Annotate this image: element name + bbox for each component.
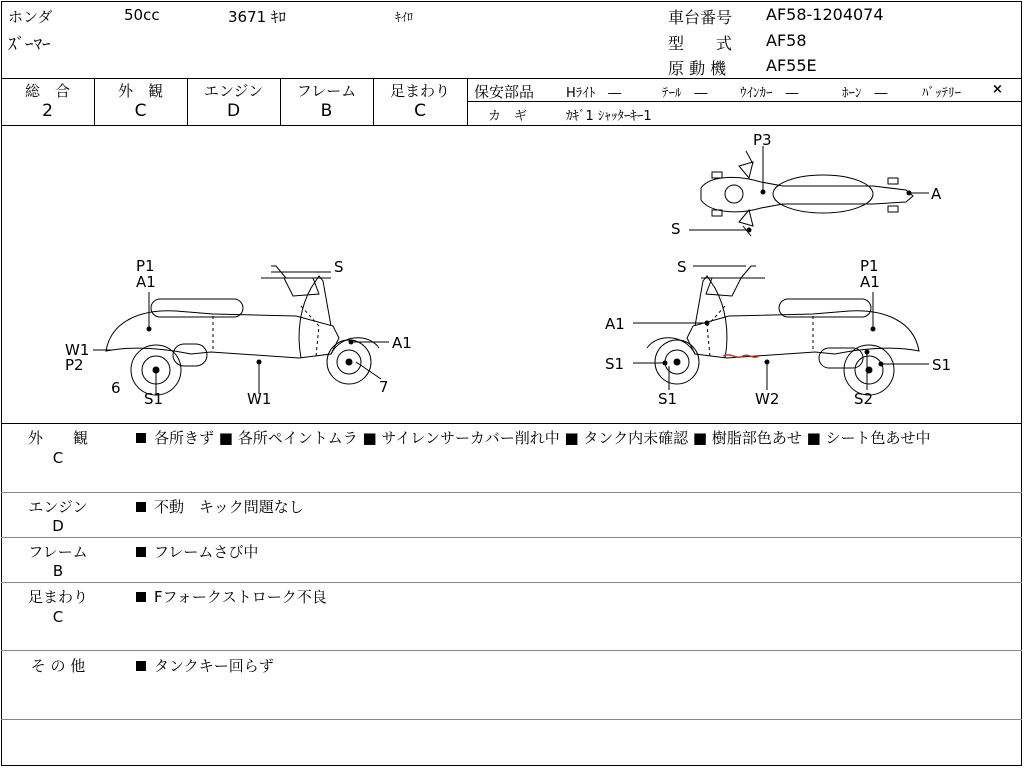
model-name: ｽﾞｰﾏｰ bbox=[8, 35, 51, 55]
details-top bbox=[1, 423, 1022, 424]
bullet-icon bbox=[136, 433, 146, 443]
bullet-icon bbox=[136, 592, 146, 602]
safety-battery: ﾊﾞｯﾃﾘｰ bbox=[922, 86, 961, 101]
detail-grade-exterior: C bbox=[52, 449, 64, 467]
safety-winker: ｳｲﾝｶｰ ― bbox=[740, 86, 799, 101]
bullet-icon bbox=[136, 502, 146, 512]
damage-diagram bbox=[1, 126, 1022, 424]
label-right-s1-left: S1 bbox=[605, 355, 625, 373]
label-left-a1-right: A1 bbox=[392, 334, 412, 352]
safety-headlight: Hﾗｲﾄ ― bbox=[566, 86, 622, 101]
label-right-p1: P1 bbox=[860, 257, 879, 275]
grade-label-total: 総 合 bbox=[24, 82, 70, 100]
key-label: カ ギ bbox=[488, 109, 528, 124]
engine-label: 原 動 機 bbox=[668, 59, 727, 78]
label-right-s2: S2 bbox=[854, 390, 874, 408]
grade-value-total: 2 bbox=[42, 101, 53, 121]
label-right-s1-right: S1 bbox=[932, 356, 952, 374]
detail-label-exterior: 外 観 bbox=[27, 429, 88, 447]
detail-text-frame: フレームさび中 bbox=[136, 541, 1016, 563]
detail-grade-frame: B bbox=[52, 562, 64, 580]
label-s-top: S bbox=[671, 220, 681, 238]
grade-label-engine: エンジン bbox=[203, 82, 264, 100]
model-type-label: 型 式 bbox=[668, 34, 733, 53]
key-value: ｶｷﾞ1 ｼｬｯﾀｰｷｰ1 bbox=[566, 109, 652, 124]
grade-value-exterior: C bbox=[134, 101, 147, 121]
engine-model: AF55E bbox=[766, 56, 817, 75]
detail-text-other: タンクキー回らず bbox=[136, 655, 1016, 677]
label-right-a1: A1 bbox=[605, 315, 625, 333]
detail-label-suspension: 足まわり bbox=[27, 588, 88, 606]
detail-label-engine: エンジン bbox=[28, 498, 88, 516]
detail-grade-suspension: C bbox=[52, 608, 64, 626]
mileage-unit: ｷｲﾛ bbox=[395, 10, 414, 24]
label-right-a1-top: A1 bbox=[860, 273, 880, 291]
detail-label-other: そ の 他 bbox=[30, 657, 86, 675]
label-left-p2: P2 bbox=[65, 356, 84, 374]
safety-tail: ﾃｰﾙ ― bbox=[662, 86, 708, 101]
safety-battery-mark: × bbox=[992, 82, 1003, 97]
label-a-top: A bbox=[931, 185, 942, 203]
scooter-top-view bbox=[701, 151, 913, 236]
grade-value-frame: B bbox=[320, 101, 333, 121]
safety-label: 保安部品 bbox=[474, 83, 535, 101]
label-right-s: S bbox=[677, 258, 687, 276]
label-right-w2: W2 bbox=[755, 390, 780, 408]
label-left-w1-front: W1 bbox=[65, 341, 90, 359]
model-type: AF58 bbox=[766, 31, 807, 50]
maker: ホンダ bbox=[8, 8, 53, 26]
label-left-p1: P1 bbox=[136, 257, 155, 275]
detail-grade-engine: D bbox=[52, 517, 64, 535]
detail-text-suspension: Fフォークストローク不良 bbox=[136, 586, 1016, 608]
grade-value-engine: D bbox=[226, 101, 241, 121]
label-left-w1: W1 bbox=[247, 390, 272, 408]
safety-horn: ﾎｰﾝ ― bbox=[842, 86, 888, 101]
label-left-s1: S1 bbox=[144, 390, 164, 408]
grade-label-exterior: 外 観 bbox=[117, 82, 163, 100]
bullet-icon bbox=[136, 547, 146, 557]
label-left-6: 6 bbox=[111, 379, 121, 397]
mileage: 3671 ｷﾛ bbox=[228, 8, 286, 26]
detail-label-frame: フレーム bbox=[28, 543, 88, 561]
grade-row-top bbox=[1, 78, 1022, 79]
label-left-s: S bbox=[334, 258, 344, 276]
detail-text-engine: 不動 キック問題なし bbox=[136, 496, 1016, 518]
grade-label-frame: フレーム bbox=[296, 82, 357, 100]
frame-no: AF58-1204074 bbox=[766, 5, 884, 24]
displacement: 50cc bbox=[124, 6, 160, 24]
grade-label-suspension: 足まわり bbox=[389, 82, 450, 100]
frame-no-label: 車台番号 bbox=[668, 8, 733, 27]
label-left-7: 7 bbox=[379, 378, 389, 396]
detail-text-exterior: 各所きず ■ 各所ペイントムラ ■ サイレンサーカバー削れ中 ■ タンク内未確認 ■ 樹脂部色あせ ■ シート色あせ中 bbox=[136, 427, 1016, 449]
label-left-a1: A1 bbox=[136, 273, 156, 291]
scooter-right-leaders bbox=[633, 266, 929, 390]
label-p3: P3 bbox=[753, 131, 772, 149]
label-right-s1-bottom: S1 bbox=[658, 390, 678, 408]
grade-value-suspension: C bbox=[414, 101, 426, 121]
bullet-icon bbox=[136, 661, 146, 671]
